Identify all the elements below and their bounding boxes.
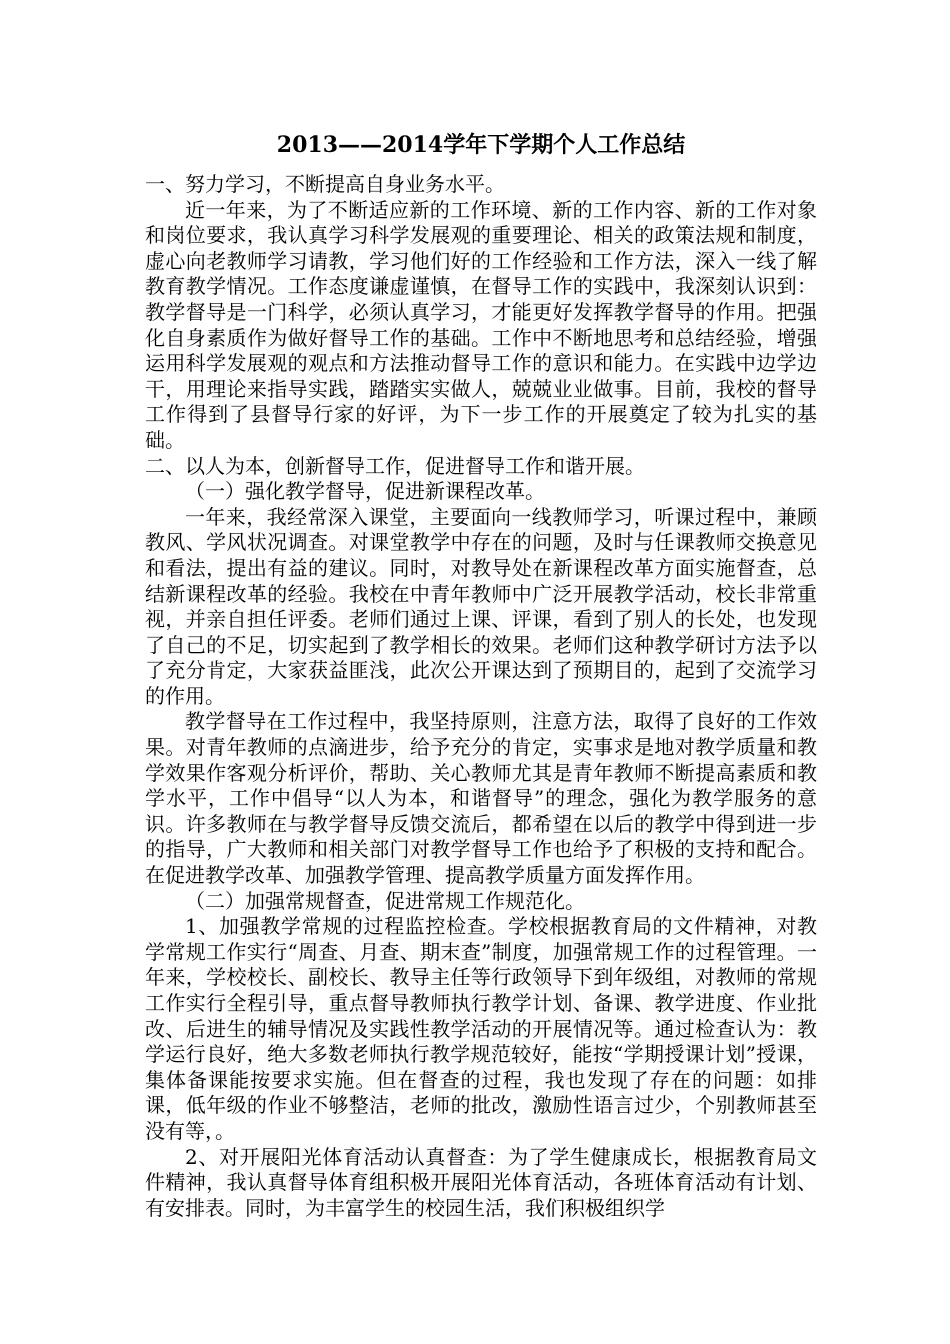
subsection-heading-2: （二）加强常规督查，促进常规工作规范化。 (185, 888, 585, 913)
document-body (145, 172, 817, 1221)
paragraph-supervision: 教学督导在工作过程中，我坚持原则，注意方法，取得了良好的工作效果。对青年教师的点滴进步，给予充分的肯定，实事求是地对教学质量和教学效果作客观分析评价，帮助、关心教师尤其是青年教师不断提高素质和教学水平，工作中倡导“以人为本，和谐督导”的理念，强化为教学服务的意识。许多教师在与教学督导反馈交流后，都希望在以后的教学中得到进一步的指导，广大教师和相关部门对教学督导工作也给予了积极的支持和配合。在促进教学改革、加强教学管理、提高教学质量方面发挥作用。 (145, 709, 817, 888)
paragraph-classroom: 一年来，我经常深入课堂，主要面向一线教师学习，听课过程中，兼顾教风、学风状况调查。对课堂教学中存在的问题，及时与任课教师交换意见和看法，提出有益的建议。同时，对教导处在新课程改革方面实施督查，总结新课程改革的经验。我校在中青年教师中广泛开展教学活动，校长非常重视，并亲自担任评委。老师们通过上课、评课，看到了别人的长处，也发现了自己的不足，切实起到了教学相长的效果。老师们这种教学研讨方法予以了充分肯定，大家获益匪浅，此次公开课达到了预期目的，起到了交流学习的作用。 (145, 504, 817, 708)
paragraph-study: 近一年来，为了不断适应新的工作环境、新的工作内容、新的工作对象和岗位要求，我认真学习科学发展观的重要理论、相关的政策法规和制度，虚心向老教师学习请教，学习他们好的工作经验和工作方法，深入一线了解教育教学情况。工作态度谦虚谨慎，在督导工作的实践中，我深刻认识到：教学督导是一门科学，必须认真学习，才能更好发挥教学督导的作用。把强化自身素质作为做好督导工作的基础。工作中不断地思考和总结经验，增强运用科学发展观的观点和方法推动督导工作的意识和能力。在实践中边学边干，用理论来指导实践，踏踏实实做人，兢兢业业做事。目前，我校的督导工作得到了县督导行家的好评，为下一步工作的开展奠定了较为扎实的基础。 (145, 197, 817, 452)
paragraph-routine-check: 1、加强教学常规的过程监控检查。学校根据教育局的文件精神，对教学常规工作实行“周查、月查、期末查”制度，加强常规工作的过程管理。一年来，学校校长、副校长、教导主任等行政领导下到年级组，对教师的常规工作实行全程引导，重点督导教师执行教学计划、备课、教学进度、作业批改、后进生的辅导情况及实践性教学活动的开展情况等。通过检查认为：教学运行良好，绝大多数老师执行教学规范较好，能按“学期授课计划”授课，集体备课能按要求实施。但在督查的过程，我也发现了存在的问题：如排课，低年级的作业不够整洁，老师的批改，激励性语言过少，个别教师甚至没有等，。 (145, 914, 817, 1143)
document-page (145, 128, 817, 1221)
paragraph-sports: 2、对开展阳光体育活动认真督查：为了学生健康成长，根据教育局文件精神，我认真督导体育组积极开展阳光体育活动，各班体育活动有计划、有安排表。同时，为丰富学生的校园生活，我们积极组织学 (145, 1144, 817, 1220)
section-heading-2: 二、以人为本，创新督导工作，促进督导工作和谐开展。 (145, 453, 645, 478)
section-heading-1: 一、努力学习，不断提高自身业务水平。 (145, 172, 505, 196)
document-title: 2013——2014学年下学期个人工作总结 (276, 132, 686, 158)
subsection-heading-1: （一）强化教学督导，促进新课程改革。 (185, 479, 545, 504)
